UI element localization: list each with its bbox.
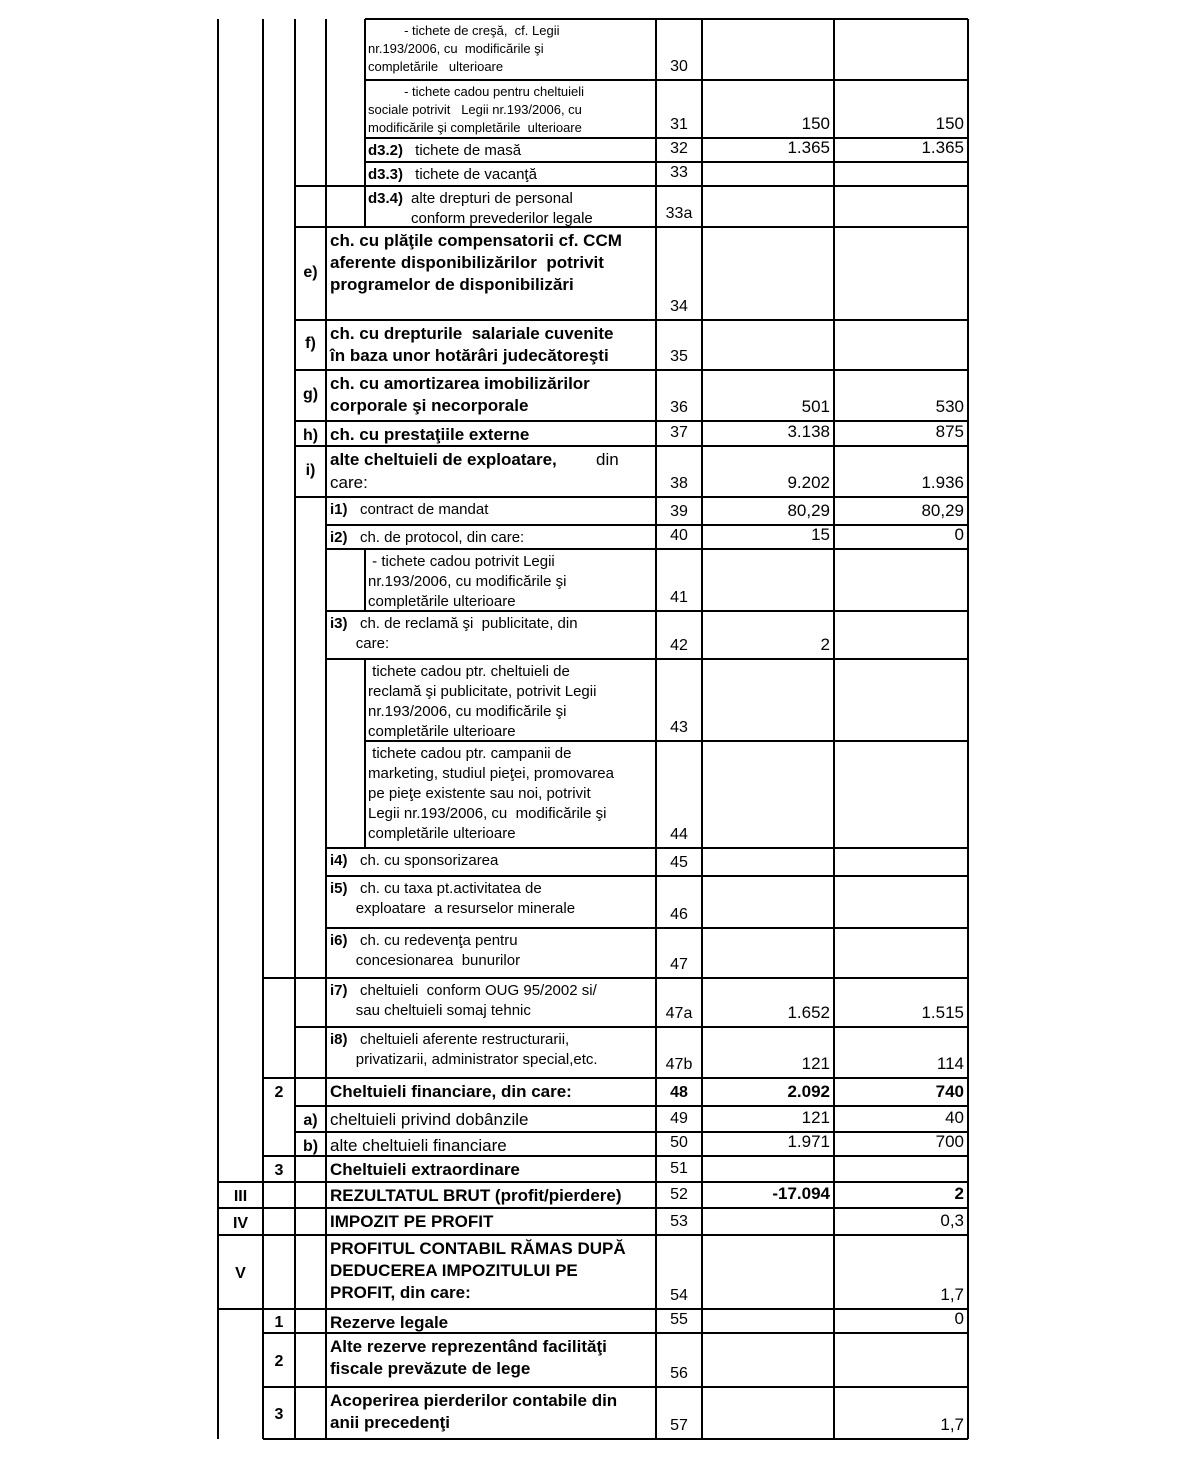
row-code: 38 bbox=[670, 475, 688, 492]
row-label: PROFITUL CONTABIL RĂMAS DUPĂ DEDUCEREA IMPOZITULUI PE PROFIT, din care: bbox=[330, 1239, 626, 1302]
row-code: 31 bbox=[670, 116, 688, 133]
row-letter: h) bbox=[302, 427, 319, 444]
grid-line bbox=[263, 1386, 968, 1388]
row-label: tichete cadou ptr. campanii de marketing, studiul pieţei, promovarea pe pieţe existente sau noi, potrivit Legii nr.193/2006, cu modificările şi completările ulterioare bbox=[368, 745, 614, 842]
row-code: 55 bbox=[670, 1311, 688, 1328]
row-code: 52 bbox=[670, 1186, 688, 1203]
row-value-2: 0 bbox=[954, 525, 964, 544]
row-label: ch. cu sponsorizarea bbox=[355, 852, 499, 869]
row-code: 51 bbox=[670, 1160, 688, 1177]
row-value-2: 114 bbox=[936, 1054, 964, 1073]
row-roman: V bbox=[235, 1265, 246, 1282]
row-value-2: 1.936 bbox=[921, 473, 964, 492]
row-number: 2 bbox=[274, 1084, 284, 1101]
grid-line bbox=[326, 658, 968, 660]
grid-line bbox=[326, 875, 968, 877]
grid-line bbox=[295, 185, 968, 187]
row-letter: b) bbox=[302, 1138, 319, 1155]
grid-line bbox=[263, 1077, 968, 1079]
row-label: - tichete cadou potrivit Legii nr.193/2006, cu modificările şi completările ulterioare bbox=[368, 553, 567, 610]
table-top-line bbox=[365, 18, 968, 20]
row-prefix: i3) bbox=[330, 615, 348, 632]
row-value-2: 1,7 bbox=[940, 1415, 964, 1434]
row-code: 53 bbox=[670, 1213, 688, 1230]
row-value-1: 9.202 bbox=[787, 473, 830, 492]
row-number: 2 bbox=[274, 1353, 284, 1370]
grid-line bbox=[263, 977, 968, 979]
row-label: ch. cu taxa pt.activitatea de exploatare a resurselor minerale bbox=[355, 880, 576, 917]
row-value-2: 2 bbox=[954, 1184, 964, 1203]
row-label: ch. cu drepturile salariale cuvenite în baza unor hotărâri judecătoreşti bbox=[330, 324, 614, 365]
row-letter: a) bbox=[303, 1112, 318, 1129]
grid-line bbox=[326, 927, 968, 929]
row-code: 37 bbox=[670, 424, 688, 441]
grid-line bbox=[295, 369, 968, 371]
row-value-2: 0 bbox=[954, 1309, 964, 1328]
row-code: 47a bbox=[665, 1005, 693, 1022]
row-prefix: i1) bbox=[330, 501, 348, 518]
grid-line bbox=[365, 79, 968, 81]
sub-col-line bbox=[364, 549, 366, 611]
row-label-line2: care: bbox=[330, 473, 368, 492]
row-label: Cheltuieli extraordinare bbox=[330, 1160, 520, 1179]
row-value-2: 530 bbox=[935, 397, 964, 416]
row-code: 44 bbox=[670, 826, 688, 843]
row-number: 3 bbox=[274, 1162, 284, 1179]
sub-col-line bbox=[364, 659, 366, 848]
row-code: 41 bbox=[670, 589, 688, 606]
row-label-tail: din bbox=[596, 450, 619, 469]
row-label: Rezerve legale bbox=[330, 1313, 449, 1332]
row-label: tichete de masă bbox=[411, 142, 522, 159]
table-bottom-line bbox=[263, 1438, 968, 1440]
row-value-2: 40 bbox=[945, 1108, 964, 1127]
row-value-1: 2 bbox=[820, 635, 830, 654]
row-prefix: i5) bbox=[330, 880, 348, 897]
grid-line bbox=[326, 847, 968, 849]
row-letter: e) bbox=[303, 263, 318, 281]
row-label: ch. cu prestaţiile externe bbox=[330, 425, 530, 444]
row-code: 46 bbox=[670, 906, 688, 923]
row-label: ch. de protocol, din care: bbox=[355, 529, 525, 546]
row-label: Alte rezerve reprezentând facilităţi fiscale prevăzute de lege bbox=[330, 1337, 607, 1378]
row-code: 30 bbox=[670, 58, 688, 75]
row-prefix: i6) bbox=[330, 932, 348, 949]
grid-line bbox=[295, 319, 968, 321]
row-code: 42 bbox=[670, 637, 688, 654]
row-code: 39 bbox=[670, 503, 688, 520]
grid-line bbox=[295, 496, 968, 498]
row-value-2: 0,3 bbox=[940, 1211, 964, 1230]
row-label: - tichete de creşă, cf. Legii nr.193/2006, cu modificările şi completările ulterioare bbox=[368, 23, 560, 74]
row-letter: g) bbox=[302, 385, 319, 403]
row-code: 56 bbox=[670, 1365, 688, 1382]
row-prefix: i7) bbox=[330, 982, 348, 999]
row-label: ch. cu plăţile compensatorii cf. CCM aferente disponibilizărilor potrivit programelor de disponibilizări bbox=[330, 231, 622, 294]
row-code: 47 bbox=[670, 956, 688, 973]
row-code: 48 bbox=[670, 1084, 688, 1101]
row-roman: IV bbox=[232, 1214, 249, 1232]
row-code: 50 bbox=[670, 1134, 688, 1151]
row-number: 3 bbox=[274, 1406, 284, 1423]
row-value-1: 121 bbox=[801, 1054, 830, 1073]
row-label: Acoperirea pierderilor contabile din anii precedenţi bbox=[330, 1391, 618, 1432]
row-code: 40 bbox=[670, 527, 688, 544]
row-value-2: 740 bbox=[935, 1082, 964, 1101]
row-prefix: i4) bbox=[330, 852, 348, 869]
row-value-2: 1.515 bbox=[921, 1003, 964, 1022]
row-code: 45 bbox=[670, 854, 688, 871]
row-value-2: 700 bbox=[935, 1132, 964, 1151]
row-value-1: 121 bbox=[801, 1108, 830, 1127]
row-value-2: 1,7 bbox=[940, 1285, 964, 1304]
row-label: alte cheltuieli de exploatare, bbox=[330, 450, 557, 469]
row-code: 57 bbox=[670, 1417, 688, 1434]
row-value-1: 80,29 bbox=[787, 501, 830, 520]
row-label: ch. cu amortizarea imobilizărilor corporale şi necorporale bbox=[330, 374, 590, 415]
row-value-1: 2.092 bbox=[787, 1082, 830, 1101]
row-label: REZULTATUL BRUT (profit/pierdere) bbox=[330, 1186, 622, 1205]
row-code: 33a bbox=[665, 205, 693, 222]
num-col-line bbox=[294, 19, 296, 1439]
row-label: alte drepturi de personal conform prevederilor legale bbox=[411, 190, 593, 227]
row-code: 47b bbox=[665, 1056, 693, 1073]
row-code: 49 bbox=[670, 1110, 688, 1127]
row-label: ch. cu redevenţa pentru concesionarea bunurilor bbox=[355, 932, 521, 969]
row-code: 43 bbox=[670, 719, 688, 736]
row-prefix: i8) bbox=[330, 1031, 348, 1048]
row-value-1: 150 bbox=[801, 114, 830, 133]
row-value-1: 15 bbox=[811, 525, 830, 544]
grid-line bbox=[326, 548, 968, 550]
row-label: tichete de vacanţă bbox=[411, 166, 537, 183]
row-code: 32 bbox=[670, 140, 688, 157]
row-value-2: 1.365 bbox=[921, 138, 964, 157]
row-label: alte cheltuieli financiare bbox=[330, 1136, 507, 1155]
row-label: - tichete cadou pentru cheltuieli sociale potrivit Legii nr.193/2006, cu modificările şi completările ulterioare bbox=[368, 84, 585, 135]
table-right-border bbox=[967, 19, 969, 1439]
grid-line bbox=[218, 1234, 968, 1236]
row-label: contract de mandat bbox=[355, 501, 489, 518]
row-label: Cheltuieli financiare, din care: bbox=[330, 1082, 572, 1101]
row-prefix: d3.2) bbox=[368, 142, 404, 159]
row-prefix: i2) bbox=[330, 529, 348, 546]
row-code: 35 bbox=[670, 348, 688, 365]
row-value-2: 80,29 bbox=[921, 501, 964, 520]
row-label: cheltuieli privind dobânzile bbox=[330, 1110, 529, 1129]
grid-line bbox=[295, 1026, 968, 1028]
row-value-2: 150 bbox=[935, 114, 964, 133]
sub-col-line bbox=[364, 19, 366, 227]
row-code: 36 bbox=[670, 399, 688, 416]
row-value-1: 1.971 bbox=[787, 1132, 830, 1151]
row-prefix: d3.3) bbox=[368, 166, 404, 183]
letter-col-line bbox=[325, 19, 327, 1439]
row-letter: f) bbox=[305, 335, 316, 352]
row-value-1: 1.365 bbox=[787, 138, 830, 157]
row-value-1: 501 bbox=[801, 397, 830, 416]
row-label: IMPOZIT PE PROFIT bbox=[330, 1212, 494, 1231]
row-letter: i) bbox=[305, 461, 316, 479]
row-prefix: d3.4) bbox=[368, 190, 404, 207]
row-label: cheltuieli aferente restructurarii, privatizarii, administrator special,etc. bbox=[355, 1031, 598, 1068]
row-label: ch. de reclamă şi publicitate, din care: bbox=[355, 615, 578, 652]
row-value-1: 1.652 bbox=[787, 1003, 830, 1022]
row-value-1: 3.138 bbox=[787, 422, 830, 441]
row-label: cheltuieli conform OUG 95/2002 si/ sau cheltuieli somaj tehnic bbox=[355, 982, 597, 1019]
row-value-1: -17.094 bbox=[772, 1184, 830, 1203]
row-number: 1 bbox=[274, 1314, 284, 1331]
row-code: 34 bbox=[670, 298, 688, 315]
row-value-2: 875 bbox=[935, 422, 964, 441]
grid-line bbox=[218, 1207, 968, 1209]
row-code: 33 bbox=[670, 164, 688, 181]
row-code: 54 bbox=[670, 1287, 688, 1304]
row-roman: III bbox=[233, 1188, 248, 1205]
row-label: tichete cadou ptr. cheltuieli de reclamă şi publicitate, potrivit Legii nr.193/2006, cu modificările şi completările ulterioare bbox=[368, 663, 597, 740]
